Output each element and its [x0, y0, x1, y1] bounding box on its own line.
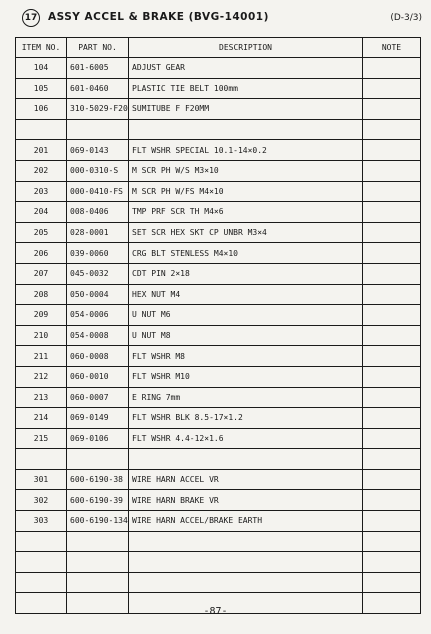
description-cell: ADJUST GEAR — [129, 58, 363, 79]
part-no-cell: 028-0001 — [67, 222, 129, 243]
parts-table-body — [16, 58, 421, 614]
note-cell — [363, 263, 421, 284]
item-no-cell: 214 — [16, 408, 67, 429]
description-cell: M SCR PH W/S M3×10 — [129, 160, 363, 181]
description-cell: TMP PRF SCR TH M4×6 — [129, 202, 363, 223]
item-no-cell: 201 — [16, 140, 67, 161]
part-no-cell: 601-0460 — [67, 78, 129, 99]
table-row — [16, 387, 421, 408]
item-no-cell: 211 — [16, 346, 67, 367]
column-header-item-no: ITEM NO. — [16, 38, 67, 58]
part-no-cell — [67, 531, 129, 552]
item-no-cell: 209 — [16, 305, 67, 326]
description-cell: CRG BLT STENLESS M4×10 — [129, 243, 363, 264]
page-title: ASSY ACCEL & BRAKE (BVG-14001) — [48, 11, 269, 23]
part-no-cell: 000-0410-FS — [67, 181, 129, 202]
note-cell — [363, 346, 421, 367]
note-cell — [363, 572, 421, 593]
description-cell: HEX NUT M4 — [129, 284, 363, 305]
table-row — [16, 346, 421, 367]
table-row — [16, 181, 421, 202]
table-row — [16, 222, 421, 243]
part-no-cell — [67, 119, 129, 140]
item-no-cell: 213 — [16, 387, 67, 408]
note-cell — [363, 202, 421, 223]
part-no-cell: 045-0032 — [67, 263, 129, 284]
item-no-cell: 301 — [16, 469, 67, 490]
table-row — [16, 428, 421, 449]
note-cell — [363, 552, 421, 573]
item-no-cell: 303 — [16, 511, 67, 532]
note-cell — [363, 490, 421, 511]
description-cell: CDT PIN 2×18 — [129, 263, 363, 284]
note-cell — [363, 449, 421, 470]
note-cell — [363, 366, 421, 387]
table-row — [16, 243, 421, 264]
item-no-cell: 210 — [16, 325, 67, 346]
item-no-cell: 215 — [16, 428, 67, 449]
item-no-cell: 208 — [16, 284, 67, 305]
item-no-cell: 207 — [16, 263, 67, 284]
note-cell — [363, 305, 421, 326]
table-row — [16, 78, 421, 99]
note-cell — [363, 531, 421, 552]
item-no-cell: 205 — [16, 222, 67, 243]
table-row — [16, 366, 421, 387]
part-no-cell — [67, 552, 129, 573]
note-cell — [363, 140, 421, 161]
column-header-description: DESCRIPTION — [129, 38, 363, 58]
table-header-row — [16, 38, 421, 58]
part-no-cell: 060-0010 — [67, 366, 129, 387]
note-cell — [363, 222, 421, 243]
part-no-cell: 600-6190-134 — [67, 511, 129, 532]
item-no-cell: 104 — [16, 58, 67, 79]
item-no-cell: 206 — [16, 243, 67, 264]
table-row — [16, 469, 421, 490]
item-no-cell — [16, 552, 67, 573]
table-row — [16, 552, 421, 573]
part-no-cell: 600-6190-39 — [67, 490, 129, 511]
description-cell: SET SCR HEX SKT CP UNBR M3×4 — [129, 222, 363, 243]
part-no-cell: 060-0007 — [67, 387, 129, 408]
table-row — [16, 263, 421, 284]
part-no-cell: 008-0406 — [67, 202, 129, 223]
description-cell: FLT WSHR 4.4-12×1.6 — [129, 428, 363, 449]
note-cell — [363, 511, 421, 532]
note-cell — [363, 428, 421, 449]
description-cell: FLT WSHR BLK 8.5-17×1.2 — [129, 408, 363, 429]
part-no-cell: 039-0060 — [67, 243, 129, 264]
note-cell — [363, 119, 421, 140]
sheet-reference: (D-3/3) — [390, 13, 422, 23]
item-no-cell: 212 — [16, 366, 67, 387]
parts-table — [15, 37, 421, 614]
item-no-cell: 302 — [16, 490, 67, 511]
table-row — [16, 284, 421, 305]
description-cell: WIRE HARN ACCEL/BRAKE EARTH — [129, 511, 363, 532]
description-cell: U NUT M6 — [129, 305, 363, 326]
description-cell — [129, 449, 363, 470]
item-no-cell — [16, 119, 67, 140]
table-row — [16, 449, 421, 470]
part-no-cell: 054-0008 — [67, 325, 129, 346]
description-cell: SUMITUBE F F20MM — [129, 99, 363, 120]
item-no-cell — [16, 449, 67, 470]
note-cell — [363, 408, 421, 429]
table-row — [16, 99, 421, 120]
note-cell — [363, 243, 421, 264]
description-cell: PLASTIC TIE BELT 100mm — [129, 78, 363, 99]
table-row — [16, 140, 421, 161]
table-row — [16, 490, 421, 511]
description-cell: E RING 7mm — [129, 387, 363, 408]
item-no-cell: 204 — [16, 202, 67, 223]
description-cell: WIRE HARN ACCEL VR — [129, 469, 363, 490]
column-header-part-no: PART NO. — [67, 38, 129, 58]
description-cell: M SCR PH W/FS M4×10 — [129, 181, 363, 202]
table-row — [16, 572, 421, 593]
table-row — [16, 305, 421, 326]
note-cell — [363, 387, 421, 408]
description-cell: U NUT M8 — [129, 325, 363, 346]
part-no-cell: 601-6005 — [67, 58, 129, 79]
note-cell — [363, 58, 421, 79]
description-cell — [129, 119, 363, 140]
table-row — [16, 531, 421, 552]
description-cell — [129, 572, 363, 593]
part-no-cell: 069-0149 — [67, 408, 129, 429]
item-no-cell: 106 — [16, 99, 67, 120]
part-no-cell: 310-5029-F20 — [67, 99, 129, 120]
description-cell: FLT WSHR M8 — [129, 346, 363, 367]
note-cell — [363, 325, 421, 346]
page-header — [22, 9, 422, 29]
note-cell — [363, 78, 421, 99]
note-cell — [363, 181, 421, 202]
part-no-cell — [67, 572, 129, 593]
note-cell — [363, 160, 421, 181]
table-row — [16, 58, 421, 79]
column-header-note: NOTE — [363, 38, 421, 58]
table-row — [16, 119, 421, 140]
part-no-cell: 600-6190-38 — [67, 469, 129, 490]
part-no-cell: 000-0310-S — [67, 160, 129, 181]
note-cell — [363, 99, 421, 120]
table-row — [16, 511, 421, 532]
part-no-cell — [67, 449, 129, 470]
section-number-badge: 17 — [22, 9, 40, 27]
part-no-cell: 054-0006 — [67, 305, 129, 326]
item-no-cell: 202 — [16, 160, 67, 181]
item-no-cell — [16, 531, 67, 552]
item-no-cell: 203 — [16, 181, 67, 202]
table-row — [16, 325, 421, 346]
description-cell — [129, 531, 363, 552]
part-no-cell: 050-0004 — [67, 284, 129, 305]
table-row — [16, 202, 421, 223]
table-row — [16, 408, 421, 429]
table-row — [16, 160, 421, 181]
description-cell — [129, 552, 363, 573]
item-no-cell: 105 — [16, 78, 67, 99]
note-cell — [363, 469, 421, 490]
part-no-cell: 069-0143 — [67, 140, 129, 161]
description-cell: FLT WSHR SPECIAL 10.1-14×0.2 — [129, 140, 363, 161]
part-no-cell: 060-0008 — [67, 346, 129, 367]
page-number: -87- — [203, 606, 228, 617]
description-cell: FLT WSHR M10 — [129, 366, 363, 387]
item-no-cell — [16, 572, 67, 593]
description-cell: WIRE HARN BRAKE VR — [129, 490, 363, 511]
part-no-cell: 069-0106 — [67, 428, 129, 449]
note-cell — [363, 284, 421, 305]
